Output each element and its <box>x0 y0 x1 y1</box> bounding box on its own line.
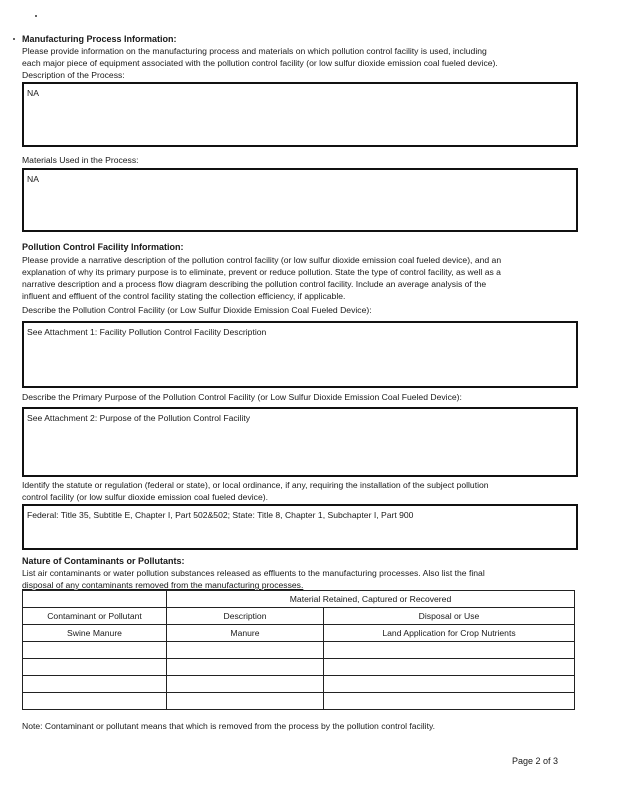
table-header-row <box>23 608 575 625</box>
cell-contaminant[interactable]: Swine Manure <box>23 625 167 642</box>
group-header: Material Retained, Captured or Recovered <box>167 591 575 608</box>
pollution-control-instructions: Please provide a narrative description of the pollution control facility (or low sulfur dioxide emission coal fueled device), and an explanation of why its primary purpose is to eliminate, prevent or reduce pollution. State the type of control facility, as well as a narrative description and a process flow diagram describing the pollution control facility. Include an average analysis of the influent and effluent of the control facility stating the collection efficiency, if applicable. <box>22 255 502 301</box>
materials-used-value: NA <box>27 174 39 184</box>
describe-facility-label: Describe the Pollution Control Facility (or Low Sulfur Dioxide Emission Coal Fueled Device): <box>22 305 372 315</box>
process-description-value: NA <box>27 88 39 98</box>
contaminant-note: Note: Contaminant or pollutant means that which is removed from the process by the pollution control facility. <box>22 721 436 731</box>
cell-description[interactable]: Manure <box>167 625 324 642</box>
contaminants-table <box>22 590 575 710</box>
statute-field[interactable] <box>22 504 578 550</box>
cell-description[interactable] <box>167 642 324 659</box>
cell-disposal[interactable] <box>324 659 575 676</box>
col-header-contaminant: Contaminant or Pollutant <box>23 608 167 625</box>
cell-contaminant[interactable] <box>23 693 167 710</box>
cell-description[interactable] <box>167 659 324 676</box>
manufacturing-heading: Manufacturing Process Information: <box>22 34 177 44</box>
statute-value: Federal: Title 35, Subtitle E, Chapter I, Part 502&502; State: Title 8, Chapter 1, Subchapter I, Part 900 <box>27 510 414 520</box>
description-label: Description of the Process: <box>22 70 125 80</box>
cell-disposal[interactable] <box>324 642 575 659</box>
table-corner-cell <box>23 591 167 608</box>
cell-disposal[interactable]: Land Application for Crop Nutrients <box>324 625 575 642</box>
primary-purpose-field[interactable] <box>22 407 578 477</box>
cell-disposal[interactable] <box>324 676 575 693</box>
table-row <box>23 676 575 693</box>
col-header-disposal: Disposal or Use <box>324 608 575 625</box>
scan-speck <box>13 38 15 40</box>
page-number: Page 2 of 3 <box>512 756 559 766</box>
cell-contaminant[interactable] <box>23 642 167 659</box>
contaminants-heading: Nature of Contaminants or Pollutants: <box>22 556 185 566</box>
process-description-field[interactable] <box>22 82 578 147</box>
primary-purpose-value: See Attachment 2: Purpose of the Pollution Control Facility <box>27 413 251 423</box>
table-row <box>23 642 575 659</box>
materials-label: Materials Used in the Process: <box>22 155 139 165</box>
statute-label: Identify the statute or regulation (federal or state), or local ordinance, if any, requiring the installation of the subject pollution control facility (or low sulfur dioxide emission coal fueled device). <box>22 480 489 502</box>
pollution-control-heading: Pollution Control Facility Information: <box>22 242 184 252</box>
manufacturing-instructions: Please provide information on the manufacturing process and materials on which pollution control facility is used, including each major piece of equipment associated with the pollution control facility (or low sulfur dioxide emission coal fueled device). Description of the Process: <box>22 45 602 81</box>
cell-contaminant[interactable] <box>23 676 167 693</box>
table-row <box>23 659 575 676</box>
contaminants-instructions: List air contaminants or water pollution substances released as effluents to the manufacturing processes. Also list the final disposal of any contaminants removed from the manufacturing processes. <box>22 568 485 590</box>
table-group-header-row <box>23 591 575 608</box>
col-header-description: Description <box>167 608 324 625</box>
cell-disposal[interactable] <box>324 693 575 710</box>
facility-description-field[interactable] <box>22 321 578 388</box>
table-row <box>23 625 575 642</box>
table-row <box>23 693 575 710</box>
cell-description[interactable] <box>167 693 324 710</box>
scan-speck <box>35 15 37 17</box>
cell-description[interactable] <box>167 676 324 693</box>
primary-purpose-label: Describe the Primary Purpose of the Pollution Control Facility (or Low Sulfur Dioxide Emission Coal Fueled Device): <box>22 392 462 402</box>
facility-description-value: See Attachment 1: Facility Pollution Control Facility Description <box>27 327 267 337</box>
materials-used-field[interactable] <box>22 168 578 232</box>
cell-contaminant[interactable] <box>23 659 167 676</box>
